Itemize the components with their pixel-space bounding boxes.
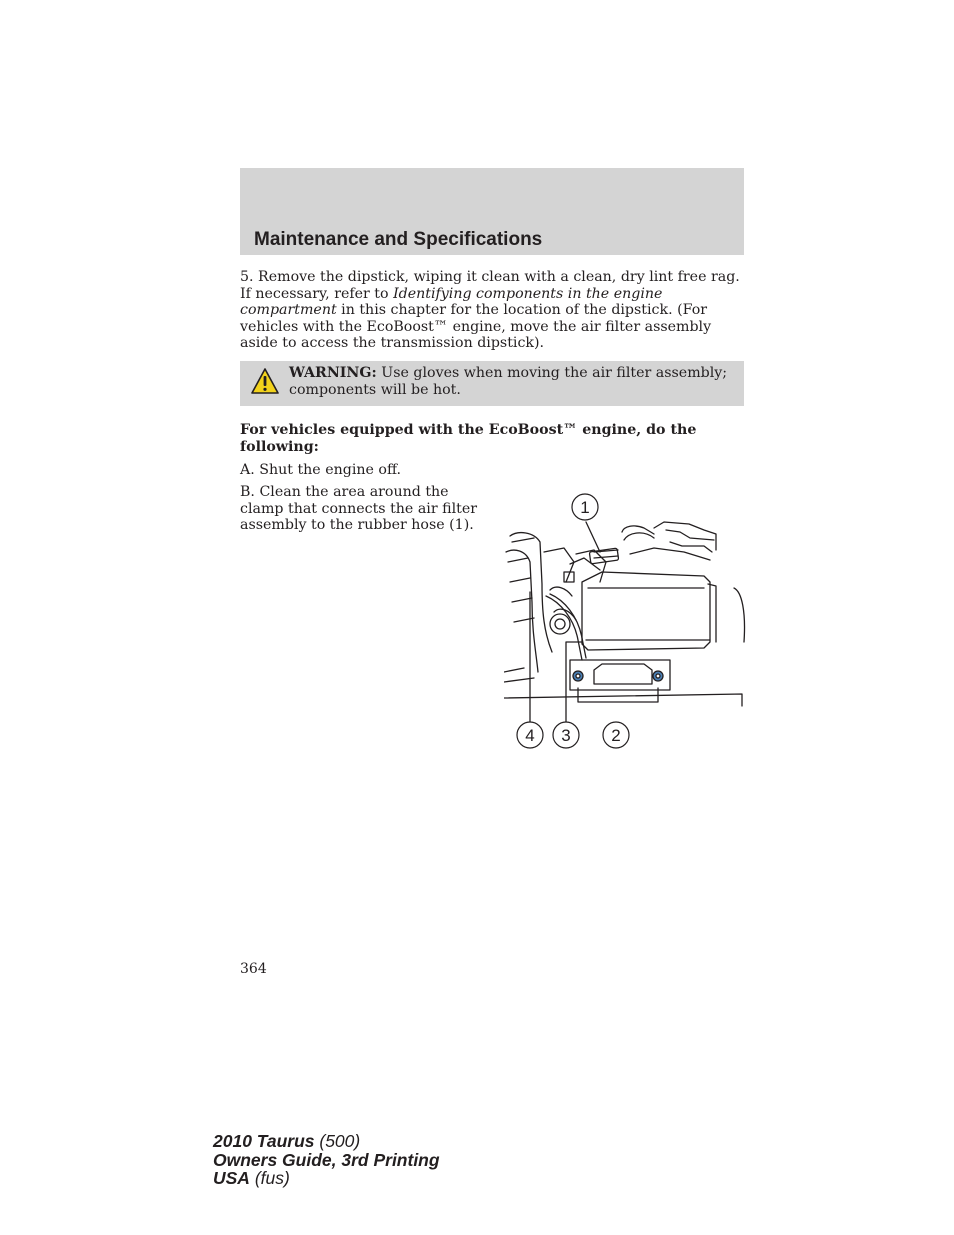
footer-market-code: (fus): [249, 1168, 290, 1188]
footer-guide: Owners Guide, 3rd Printing: [213, 1149, 440, 1170]
step-5-text-after: in this chapter for the location of the dipstick. (For vehicles with the EcoBoost™ engine, move the air filter assembly aside to access the transmission dipstick).: [240, 302, 712, 351]
ecoboost-heading: For vehicles equipped with the EcoBoost™ engine, do the following:: [240, 422, 697, 455]
footer-line-1: [213, 1132, 440, 1151]
page-number: 364: [240, 961, 267, 977]
warning-box: [240, 361, 744, 406]
footer-line-3: [213, 1169, 440, 1188]
footer-market: USA: [213, 1168, 250, 1188]
footer-line-2: [213, 1151, 440, 1170]
warning-text: [289, 365, 729, 398]
warning-label: WARNING:: [289, 365, 377, 381]
warning-message: Use gloves when moving the air filter assembly; components will be hot.: [289, 365, 728, 398]
section-header-band: [240, 168, 744, 255]
section-title: Maintenance and Specifications: [254, 229, 543, 250]
step-b: B. Clean the area around the clamp that connects the air filter assembly to the rubber hose (1).: [240, 484, 478, 533]
footer-model: 2010 Taurus: [213, 1131, 315, 1151]
engine-air-filter-illustration: [504, 492, 746, 754]
step-5-text-before: 5. Remove the dipstick, wiping it clean with a clean, dry lint free rag. If necessary, refer to: [240, 269, 740, 302]
warning-triangle-icon: [250, 367, 280, 395]
footer: [213, 1132, 440, 1188]
step-5-paragraph: [240, 269, 745, 352]
callout-2-label: 2: [611, 726, 621, 745]
step-a: A. Shut the engine off.: [240, 462, 402, 478]
step-5-italic-reference: Identifying components in the engine compartment: [240, 285, 663, 318]
callout-4-label: 4: [525, 726, 535, 745]
callout-1-label: 1: [580, 498, 590, 517]
footer-model-code: (500): [314, 1131, 361, 1151]
callout-3-label: 3: [561, 726, 571, 745]
